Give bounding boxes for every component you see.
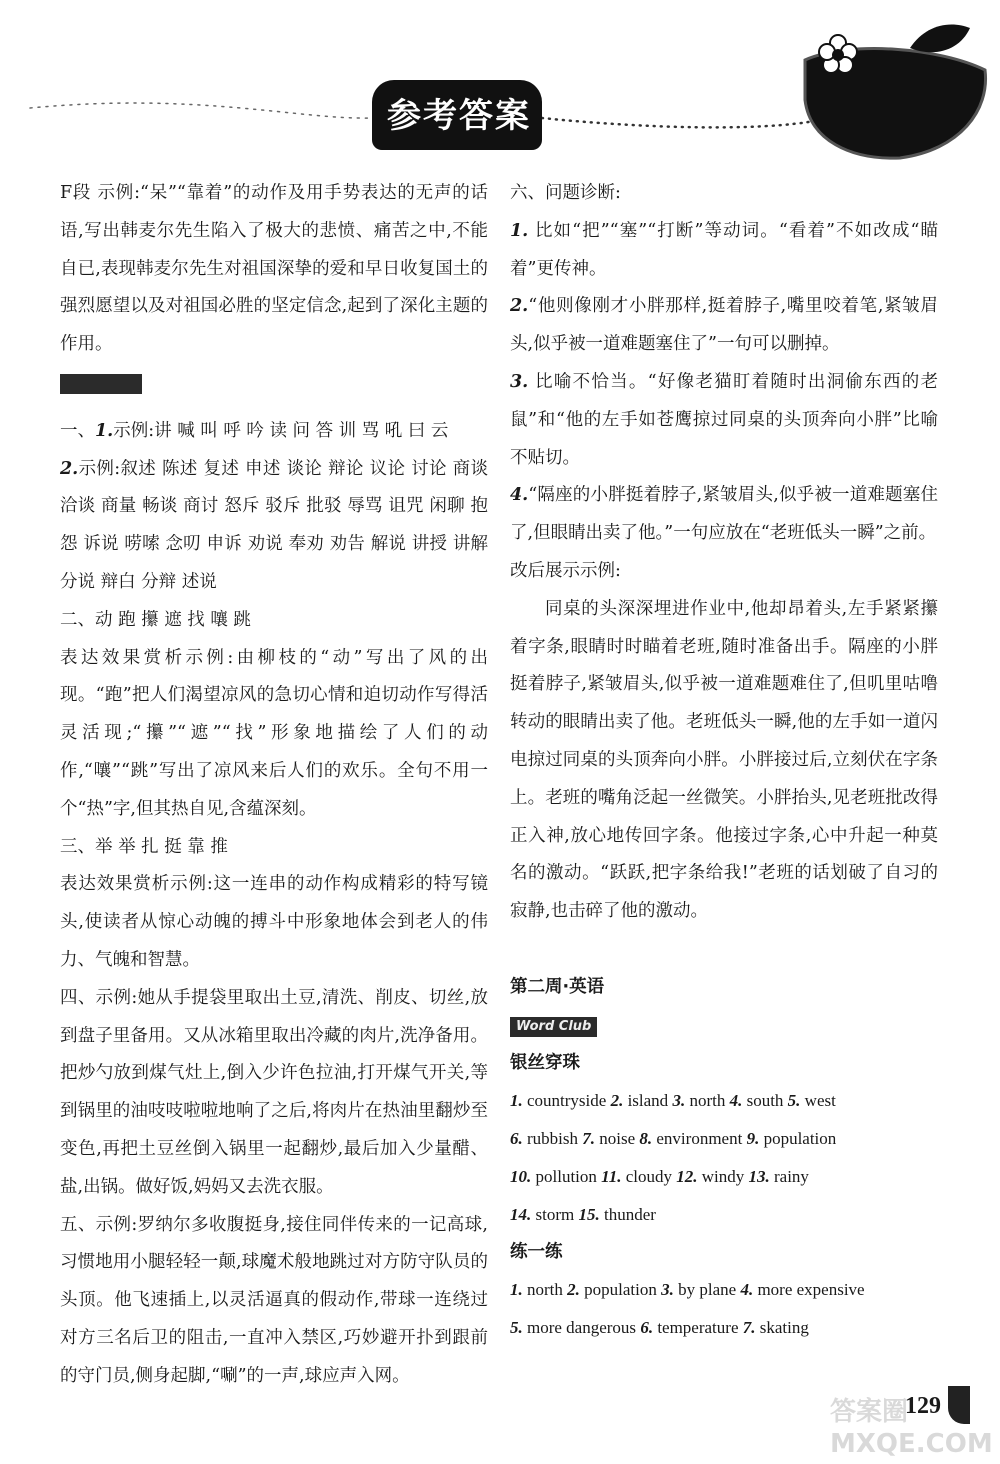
vocab-list <box>510 1082 938 1233</box>
item-number: 2. <box>610 1091 624 1111</box>
item-number: 10. <box>510 1166 532 1186</box>
vocab-line <box>510 1309 938 1347</box>
answer-word: pollution <box>531 1166 602 1186</box>
answer-word: cloudy <box>621 1166 677 1186</box>
right-column <box>510 175 938 1347</box>
answer-item: 2.“他则像刚才小胖那样,挺着脖子,嘴里咬着笔,紧皱眉头,似乎被一道难题塞住了”一句可以删掉。 <box>510 296 938 355</box>
answer-item: 改后展示示例: <box>510 560 621 581</box>
answer-word: rubbish <box>522 1129 583 1149</box>
answer-paragraph: 表达效果赏析示例:由柳枝的“动”写出了风的出现。“跑”把人们渴望凉风的急切心情和迫切动作写得活灵活现;“攥”“遮”“找”形象地描绘了人们的动作,“嚷”“跳”写出了凉风来后人们的欢乐。全句不用一个“热”字,但其热自见,含蕴深刻。 <box>60 647 488 819</box>
item-number: 7. <box>742 1318 756 1338</box>
item-number: 11. <box>601 1166 622 1186</box>
item-number: 6. <box>640 1318 654 1338</box>
item-number: 9. <box>746 1129 760 1149</box>
answer-word: west <box>800 1091 836 1111</box>
section-heading: 六、问题诊断: <box>510 183 621 203</box>
answer-word: island <box>623 1091 673 1111</box>
vocab-line <box>510 1158 938 1196</box>
answer-word: north <box>522 1280 568 1300</box>
subsection-title: 银丝穿珠 <box>510 1052 580 1073</box>
watermark <box>820 1390 995 1460</box>
item-number: 15. <box>578 1204 600 1224</box>
answer-word: noise <box>595 1129 640 1149</box>
answer-paragraph: F段 示例:“呆”“靠着”的动作及用手势表达的无声的话语,写出韩麦尔先生陷入了极大的悲愤、痛苦之中,不能自已,表现韩麦尔先生对祖国深挚的爱和早日收复国土的强烈愿望以及对祖国必胜的坚定信念,起到了深化主题的作用。 <box>60 183 488 355</box>
answer-word: thunder <box>599 1204 656 1224</box>
item-number: 5. <box>787 1091 801 1111</box>
answer-word: environment <box>652 1129 747 1149</box>
section-tag <box>60 374 142 394</box>
answer-word: south <box>742 1091 788 1111</box>
item-number: 1. <box>510 1091 523 1111</box>
vocab-line <box>510 1196 938 1234</box>
answer-word: windy <box>697 1166 749 1186</box>
answer-item: 1. 比如“把”“塞”“打断”等动词。“看着”不如改成“瞄着”更传神。 <box>510 220 938 279</box>
answer-word: population <box>759 1129 837 1149</box>
item-number: 7. <box>582 1129 595 1149</box>
item-number: 6. <box>510 1129 523 1149</box>
vocab-line <box>510 1120 938 1158</box>
practice-list <box>510 1271 938 1347</box>
answer-word: rainy <box>769 1166 809 1186</box>
item-number: 8. <box>639 1129 653 1149</box>
subsection-title: 练一练 <box>510 1241 563 1262</box>
answer-word: temperature <box>653 1318 743 1338</box>
word-club-tag: Word Club <box>510 1017 597 1037</box>
item-number: 12. <box>676 1166 698 1186</box>
vocab-line <box>510 1082 938 1120</box>
answer-item: 3. 比喻不恰当。“好像老猫盯着随时出洞偷东西的老鼠”和“他的左手如苍鹰掠过同桌的头顶奔向小胖”比喻不贴切。 <box>510 371 938 468</box>
answer-word: by plane <box>673 1280 741 1300</box>
svg-text:MXQE.COM: MXQE.COM <box>830 1429 993 1459</box>
answer-paragraph: 同桌的头深深埋进作业中,他却昂着头,左手紧紧攥着字条,眼睛时时瞄着老班,随时准备出手。隔座的小胖挺着脖子,紧皱眉头,似乎被一道难题难住了,但叽里咕噜转动的眼睛出卖了他。老班低头一瞬,他的左手如一道闪电掠过同桌的头顶奔向小胖。小胖接过后,立刻伏在字条上。老班的嘴角泛起一丝微笑。小胖抬头,见老班批改得正入神,放心地传回字条。他接过字条,心中升起一种莫名的激动。“跃跃,把字条给我!”老班的话划破了自习的寂静,也击碎了他的激动。 <box>510 598 938 922</box>
svg-text:答案圈: 答案圈 <box>830 1397 909 1427</box>
item-number: 4. <box>729 1091 743 1111</box>
answer-word: storm <box>531 1204 579 1224</box>
answer-paragraph: 四、示例:她从手提袋里取出土豆,清洗、削皮、切丝,放到盘子里备用。又从冰箱里取出冷藏的肉片,洗净备用。把炒勺放到煤气灶上,倒入少许色拉油,打开煤气开关,等到锅里的油吱吱啦啦地响了之后,将肉片在热油里翻炒至变色,再把土豆丝倒入锅里一起翻炒,最后加入少量醋、盐,出锅。做好饭,妈妈又去洗衣服。 <box>60 987 488 1197</box>
answer-word: countryside <box>522 1091 611 1111</box>
page-title: 参考答案 <box>387 96 531 136</box>
answer-word: more expensive <box>753 1280 865 1300</box>
answer-word: population <box>579 1280 662 1300</box>
answer-item: 三、举 举 扎 挺 靠 推 <box>60 836 228 857</box>
left-column <box>60 175 488 1396</box>
item-number: 14. <box>510 1204 532 1224</box>
vocab-line <box>510 1271 938 1309</box>
answer-item: 2.示例:叙述 陈述 复述 申述 谈论 辩论 议论 讨论 商谈 洽谈 商量 畅谈 商讨 怒斥 驳斥 批驳 辱骂 诅咒 闲聊 抱怨 诉说 唠嗦 念叨 申诉 劝说 奉劝 劝告 解说 讲授 讲解 分说 辩白 分辩 述说 <box>60 458 488 592</box>
week-title: 第二周·英语 <box>510 976 605 997</box>
watermark-logo <box>820 1390 995 1460</box>
answer-item: 4.“隔座的小胖挺着脖子,紧皱眉头,似乎被一道难题塞住了,但眼睛出卖了他。”一句应放在“老班低头一瞬”之前。 <box>510 485 938 544</box>
item-number: 2. <box>567 1280 580 1300</box>
answer-item: 一、1.示例:讲 喊 叫 呼 吟 读 问 答 训 骂 吼 曰 云 <box>60 420 449 441</box>
item-number: 3. <box>672 1091 686 1111</box>
page-header <box>0 0 1000 175</box>
item-number: 13. <box>748 1166 770 1186</box>
answer-word: skating <box>755 1318 809 1338</box>
item-number: 1. <box>510 1280 523 1300</box>
answer-paragraph: 表达效果赏析示例:这一连串的动作构成精彩的特写镜头,使读者从惊心动魄的搏斗中形象地体会到老人的伟力、气魄和智慧。 <box>60 874 488 970</box>
answer-paragraph: 五、示例:罗纳尔多收腹挺身,接住同伴传来的一记高球,习惯地用小腿轻轻一颠,球魔术般地跳过对方防守队员的头顶。他飞速插上,以灵活逼真的假动作,带球一连绕过对方三名后卫的阻击,一直冲入禁区,巧妙避开扑到跟前的守门员,侧身起脚,“唰”的一声,球应声入网。 <box>60 1214 488 1386</box>
answer-word: more dangerous <box>522 1318 641 1338</box>
answer-word: north <box>685 1091 730 1111</box>
page-number: 129 <box>905 1393 941 1419</box>
item-number: 5. <box>510 1318 523 1338</box>
answer-item: 二、动 跑 攥 遮 找 嚷 跳 <box>60 609 251 630</box>
item-number: 4. <box>740 1280 754 1300</box>
item-number: 3. <box>661 1280 674 1300</box>
